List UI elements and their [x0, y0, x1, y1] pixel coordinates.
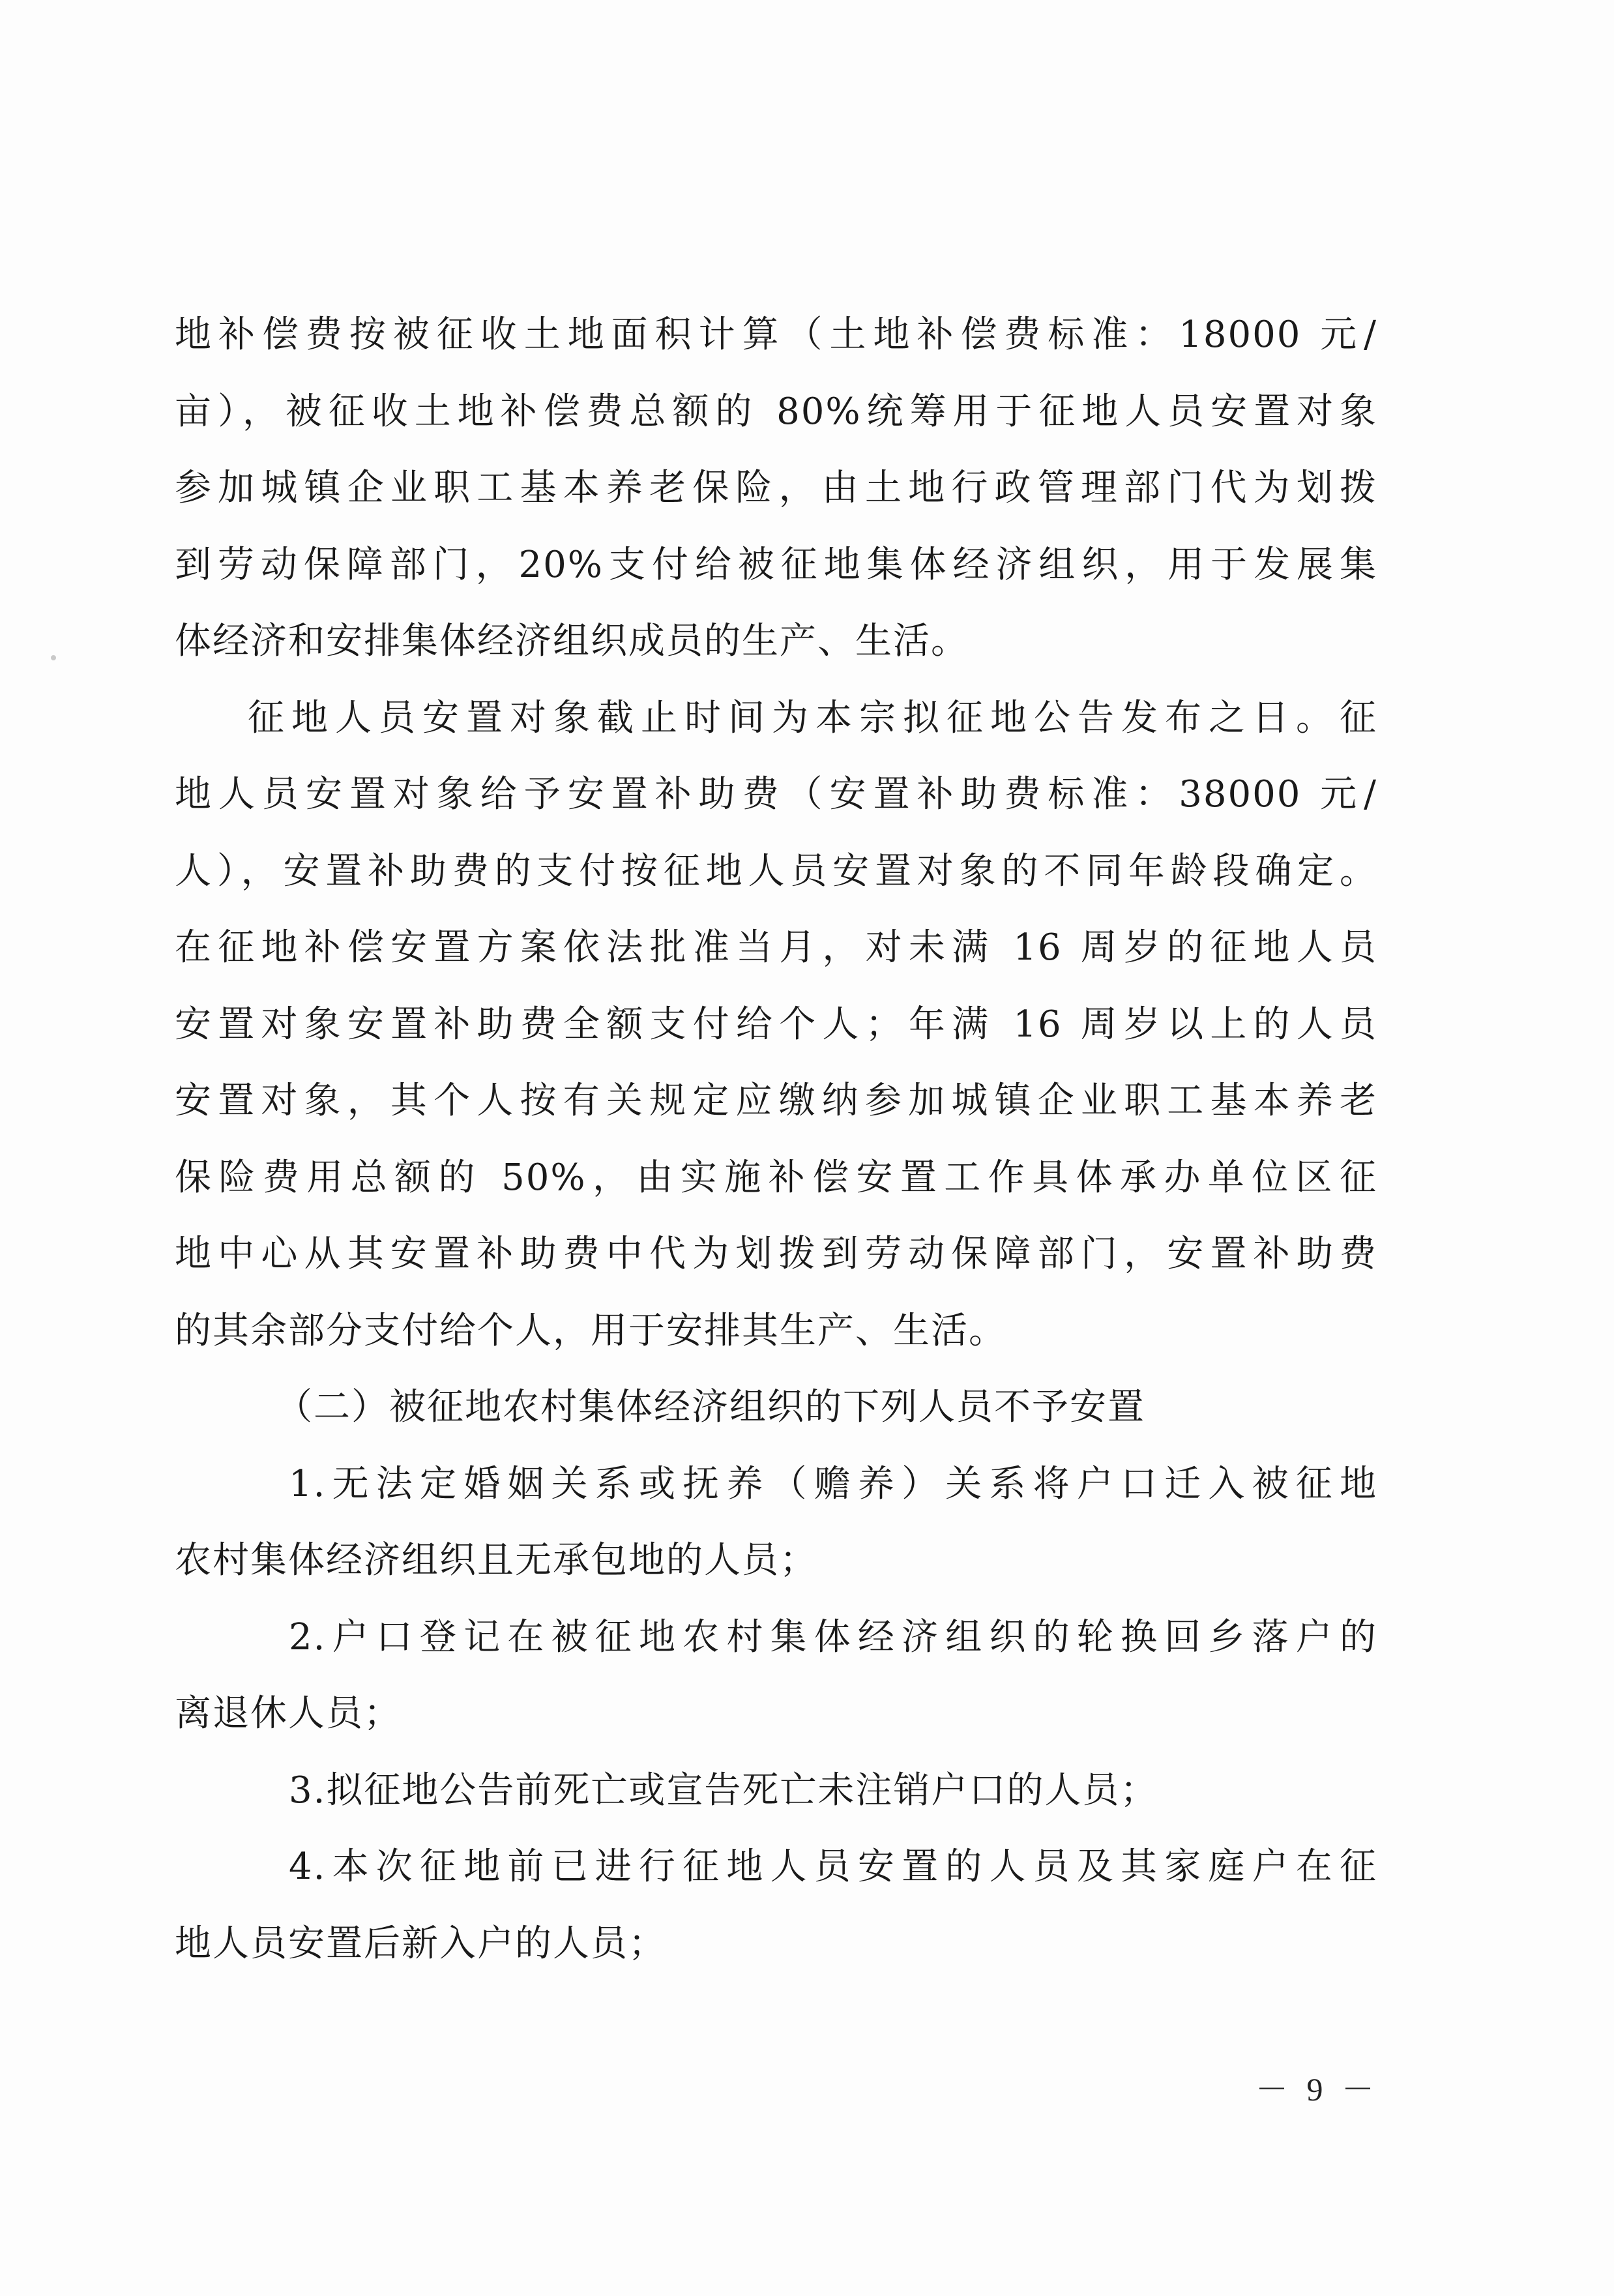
text-line: 在征地补偿安置方案依法批准当月，对未满 16 周岁的征地人员: [175, 926, 1377, 969]
text-line: 到劳动保障部门，20%支付给被征地集体经济组织，用于发展集: [175, 543, 1377, 586]
section-heading: （二）被征地农村集体经济组织的下列人员不予安置: [276, 1386, 1145, 1428]
list-item-first-line: 2.户口登记在被征地农村集体经济组织的轮换回乡落户的: [289, 1615, 1377, 1658]
text-line: 亩），被征收土地补偿费总额的 80%统筹用于征地人员安置对象: [175, 390, 1377, 433]
text-line: 人），安置补助费的支付按征地人员安置对象的不同年龄段确定。: [175, 849, 1377, 892]
text-line: 的其余部分支付给个人，用于安排其生产、生活。: [175, 1309, 1006, 1352]
text-line: 体经济和安排集体经济组织成员的生产、生活。: [175, 620, 969, 662]
text-line: 地中心从其安置补助费中代为划拨到劳动保障部门，安置补助费: [175, 1233, 1377, 1275]
list-item-first-line: 4.本次征地前已进行征地人员安置的人员及其家庭户在征: [289, 1846, 1377, 1888]
text-line: 安置对象，其个人按有关规定应缴纳参加城镇企业职工基本养老: [175, 1080, 1377, 1122]
text-line: 农村集体经济组织且无承包地的人员；: [175, 1539, 817, 1582]
page-number: － 9 －: [1255, 2071, 1379, 2108]
text-line: 参加城镇企业职工基本养老保险，由土地行政管理部门代为划拨: [175, 467, 1377, 509]
body-text: [175, 297, 1377, 1982]
paragraph-first-line: 征地人员安置对象截止时间为本宗拟征地公告发布之日。征: [248, 696, 1377, 739]
text-line: 地人员安置后新入户的人员；: [175, 1922, 666, 1965]
list-item-first-line: 1.无法定婚姻关系或抚养（赡养）关系将户口迁入被征地: [289, 1462, 1377, 1505]
text-line: 安置对象安置补助费全额支付给个人；年满 16 周岁以上的人员: [175, 1003, 1377, 1046]
text-line: 保险费用总额的 50%，由实施补偿安置工作具体承办单位区征: [175, 1156, 1377, 1199]
text-line: 地人员安置对象给予安置补助费（安置补助费标准：38000 元/: [175, 773, 1377, 816]
scan-speck: [51, 655, 56, 660]
text-line: 地补偿费按被征收土地面积计算（土地补偿费标准：18000 元/: [175, 314, 1377, 356]
text-line: 离退休人员；: [175, 1692, 402, 1735]
list-item-first-line: 3.拟征地公告前死亡或宣告死亡未注销户口的人员；: [289, 1769, 1158, 1812]
